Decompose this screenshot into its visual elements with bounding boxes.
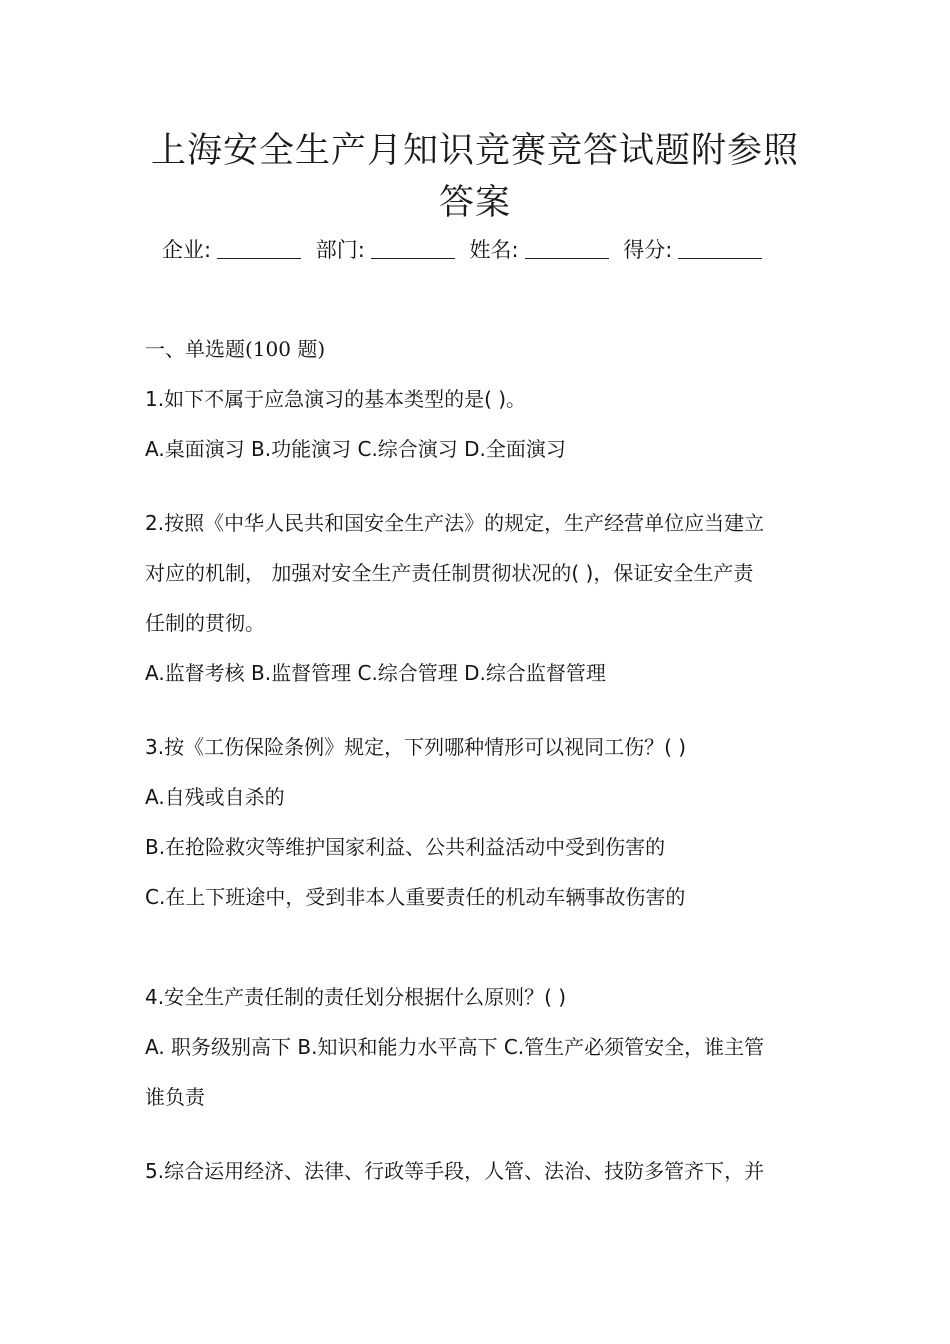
name-blank — [525, 238, 609, 259]
question-4-options-line-2: 谁负责 — [145, 1085, 205, 1109]
question-2-options: A.监督考核 B.监督管理 C.综合管理 D.综合监督管理 — [145, 661, 606, 685]
score-label: 得分: — [623, 238, 673, 262]
question-2-text-line-3: 任制的贯彻。 — [145, 611, 265, 635]
name-label: 姓名: — [469, 238, 519, 262]
score-blank — [678, 238, 762, 259]
question-3-option-c: C.在上下班途中，受到非本人重要责任的机动车辆事故伤害的 — [145, 885, 686, 909]
department-field — [316, 234, 455, 266]
question-4-text: 4.安全生产责任制的责任划分根据什么原则？( ) — [145, 985, 567, 1009]
info-fields-row — [162, 234, 802, 266]
question-2-text-line-2: 对应的机制， 加强对安全生产责任制贯彻状况的( )，保证安全生产责 — [145, 561, 754, 585]
question-5-text: 5.综合运用经济、法律、行政等手段，人管、法治、技防多管齐下，并 — [145, 1159, 765, 1183]
question-1-options: A.桌面演习 B.功能演习 C.综合演习 D.全面演习 — [145, 437, 566, 461]
document-title-line-1: 上海安全生产月知识竞赛竞答试题附参照 — [150, 131, 799, 171]
question-2-text-line-1: 2.按照《中华人民共和国安全生产法》的规定，生产经营单位应当建立 — [145, 511, 765, 535]
question-1-text: 1.如下不属于应急演习的基本类型的是( )。 — [145, 387, 527, 411]
company-blank — [217, 238, 301, 259]
question-3-option-b: B.在抢险救灾等维护国家利益、公共利益活动中受到伤害的 — [145, 835, 666, 859]
question-3-text: 3.按《工伤保险条例》规定，下列哪种情形可以视同工伤？( ) — [145, 735, 687, 759]
name-field — [470, 234, 609, 266]
document-title-line-2: 答案 — [438, 183, 511, 223]
company-label: 企业: — [162, 238, 212, 262]
department-blank — [371, 238, 455, 259]
question-4-options-line-1: A. 职务级别高下 B.知识和能力水平高下 C.管生产必须管安全，谁主管 — [145, 1035, 765, 1059]
question-3-option-a: A.自残或自杀的 — [145, 785, 285, 809]
department-label: 部门: — [315, 238, 365, 262]
section-heading: 一、单选题(100 题) — [145, 337, 326, 361]
score-field — [623, 234, 762, 266]
company-field — [162, 234, 301, 266]
